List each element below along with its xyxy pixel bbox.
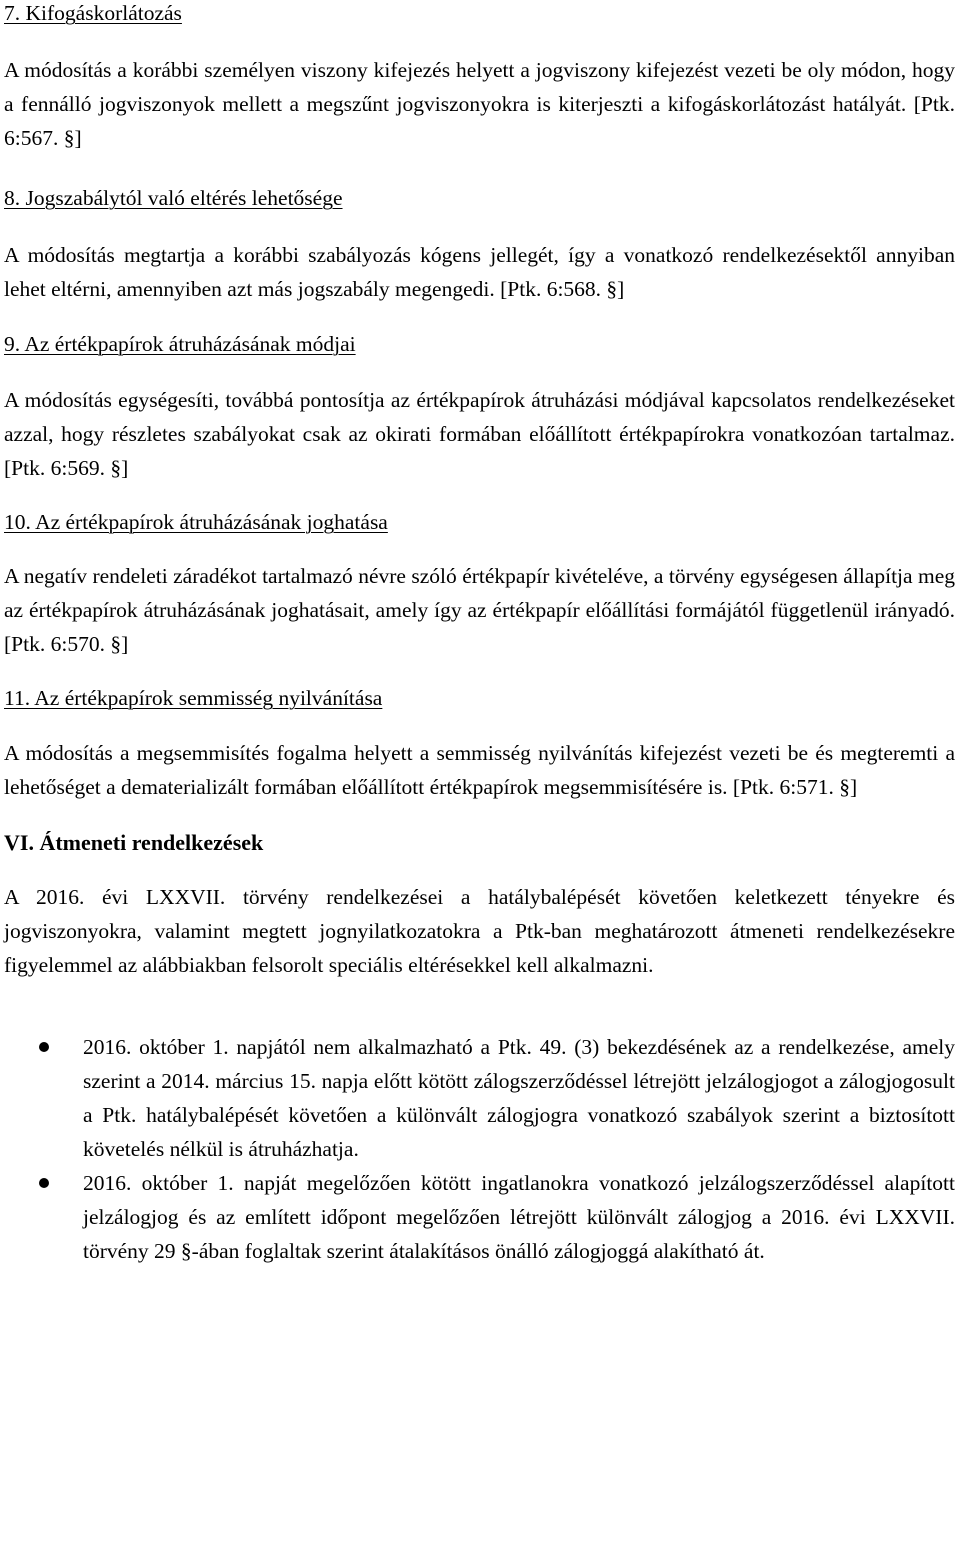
section-body-11: A módosítás a megsemmisítés fogalma helyett a semmisség nyilvánítás kifejezést vezeti be és megteremti a lehetőséget a dematerializált formában előállított értékpapírok megsemmisítésére is. [Ptk. 6:571. §]	[4, 741, 955, 799]
part-vi-intro: A 2016. évi LXXVII. törvény rendelkezései a hatálybalépését követően keletkezett tényekre és jogviszonyokra, valamint megtett jognyilatkozatokra a Ptk-ban meghatározott átmeneti rendelkezésekre figyelemmel az alábbiakban felsorolt speciális eltérésekkel kell alkalmazni.	[4, 885, 955, 977]
section-heading-9: 9. Az értékpapírok átruházásának módjai	[4, 332, 356, 356]
section-body-10: A negatív rendeleti záradékot tartalmazó névre szóló értékpapír kivételéve, a törvény egységesen állapítja meg az értékpapírok átruházásának joghatásait, amely így az értékpapír előállítási formájától függetlenül irányadó. [Ptk. 6:570. §]	[4, 564, 955, 656]
section-heading-8: 8. Jogszabálytól való eltérés lehetősége	[4, 186, 343, 210]
section-heading-7: 7. Kifogáskorlátozás	[4, 1, 182, 25]
transitional-provisions-list	[4, 1030, 955, 1268]
section-body-7: A módosítás a korábbi személyen viszony kifejezés helyett a jogviszony kifejezést vezeti be oly módon, hogy a fennálló jogviszonyok mellett a megszűnt jogviszonyokra is kiterjeszti a kifogáskorlátozást hatályát. [Ptk. 6:567. §]	[4, 58, 955, 150]
list-item-text: 2016. október 1. napjától nem alkalmazható a Ptk. 49. (3) bekezdésének az a rendelkezése, amely szerint a 2014. március 15. napja előtt kötött zálogszerződéssel létrejött jelzálogjogot a zálogjogosult a Ptk. hatálybalépését követően a különvált zálogjogra vonatkozó szabályok szerint a biztosított követelés nélkül is átruházhatja.	[83, 1035, 955, 1161]
section-body-9: A módosítás egységesíti, továbbá pontosítja az értékpapírok átruházási módjával kapcsolatos rendelkezéseket azzal, hogy részletes szabályokat csak az okirati formában előállított értékpapírokra vonatkozóan tartalmaz. [Ptk. 6:569. §]	[4, 388, 955, 480]
section-body-8: A módosítás megtartja a korábbi szabályozás kógens jellegét, így a vonatkozó rendelkezésektől annyiban lehet eltérni, amennyiben azt más jogszabály megengedi. [Ptk. 6:568. §]	[4, 243, 955, 301]
part-vi-heading: VI. Átmeneti rendelkezések	[4, 830, 264, 855]
list-item	[4, 1166, 955, 1268]
bullet-icon	[39, 1178, 49, 1188]
list-item	[4, 1030, 955, 1166]
section-heading-11: 11. Az értékpapírok semmisség nyilvánítása	[4, 686, 383, 710]
bullet-icon	[39, 1042, 49, 1052]
list-item-text: 2016. október 1. napját megelőzően kötött ingatlanokra vonatkozó jelzálogszerződéssel alapított jelzálogjog és az említett időpont megelőzően létrejött különvált zálogjog a 2016. évi LXXVII. törvény 29 §-ában foglaltak szerint átalakításos önálló zálogjoggá alakítható át.	[83, 1171, 955, 1263]
section-heading-10: 10. Az értékpapírok átruházásának joghatása	[4, 510, 388, 534]
